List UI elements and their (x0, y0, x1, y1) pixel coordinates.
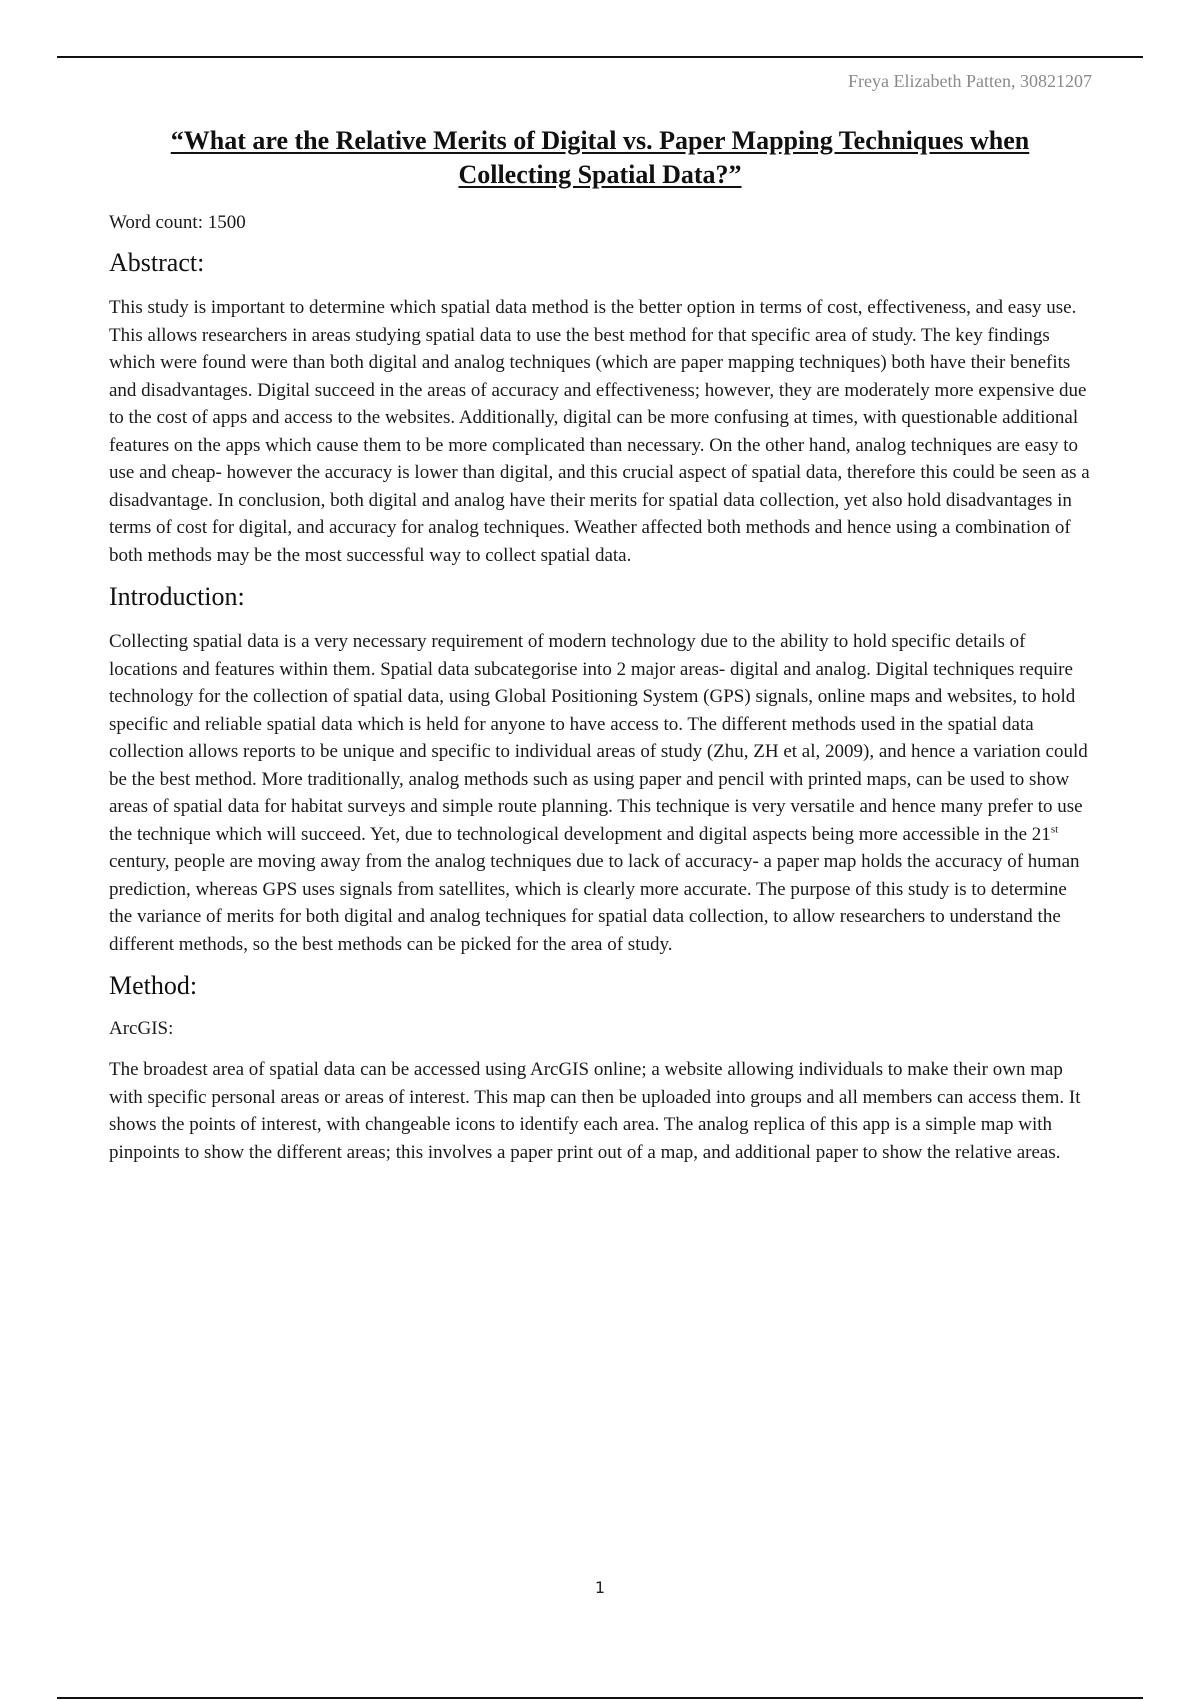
introduction-heading: Introduction: (109, 582, 245, 611)
method-heading: Method: (109, 971, 198, 1000)
title-line-1: “What are the Relative Merits of Digital vs. Paper Mapping Techniques when (170, 126, 1030, 155)
page-number: 1 (594, 1578, 606, 1597)
arcgis-subheading: ArcGIS: (109, 1018, 174, 1039)
page-content (109, 124, 1091, 1178)
introduction-text-part-1: Collecting spatial data is a very necessary requirement of modern technology due to the ability to hold specific details of locations and features within them. Spatial data subcategorise into 2 major areas- digital and analog. Digital techniques require technology for the collection of spatial data, using Global Positioning System (GPS) signals, online maps and websites, to hold specific and reliable spatial data which is held for anyone to have access to. The different methods used in the spatial data collection allows reports to be unique and specific to individual areas of study (Zhu, ZH et al, 2009), and hence a variation could be the best method. More traditionally, analog methods such as using paper and pencil with printed maps, can be used to show areas of spatial data for habitat surveys and simple route planning. This technique is very versatile and hence many prefer to use the technique which will succeed. Yet, due to technological development and digital aspects being more accessible in the 21 (109, 631, 1088, 845)
abstract-paragraph: This study is important to determine which spatial data method is the better option in terms of cost, effectiveness, and easy use. This allows researchers in areas studying spatial data to use the best method for that specific area of study. The key findings which were found were than both digital and analog techniques (which are paper mapping techniques) both have their benefits and disadvantages. Digital succeed in the areas of accuracy and effectiveness; however, they are moderately more expensive due to the cost of apps and access to the websites. Additionally, digital can be more confusing at times, with questionable additional features on the apps which cause them to be more complicated than necessary. On the other hand, analog techniques are easy to use and cheap- however the accuracy is lower than digital, and this crucial aspect of spatial data, therefore this could be seen as a disadvantage. In conclusion, both digital and analog have their merits for spatial data collection, yet also hold disadvantages in terms of cost for digital, and accuracy for analog techniques. Weather affected both methods and hence using a combination of both methods may be the most successful way to collect spatial data. (109, 297, 1090, 566)
document-title (109, 124, 1091, 192)
method-paragraph: The broadest area of spatial data can be accessed using ArcGIS online; a website allowing individuals to make their own map with specific personal areas or areas of interest. This map can then be uploaded into groups and all members can access them. It shows the points of interest, with changeable icons to identify each area. The analog replica of this app is a simple map with pinpoints to show the different areas; this involves a paper print out of a map, and additional paper to show the relative areas. (109, 1059, 1081, 1163)
word-count: Word count: 1500 (109, 212, 246, 233)
author-header: Freya Elizabeth Patten, 30821207 (848, 71, 1092, 91)
introduction-paragraph (109, 628, 1091, 958)
bottom-rule (57, 1697, 1143, 1699)
top-rule (57, 56, 1143, 58)
ordinal-superscript: st (1050, 823, 1059, 836)
title-line-2: Collecting Spatial Data?” (458, 160, 742, 189)
introduction-text-part-2: century, people are moving away from the analog techniques due to lack of accuracy- a paper map holds the accuracy of human prediction, whereas GPS uses signals from satellites, which is clearly more accurate. The purpose of this study is to determine the variance of merits for both digital and analog techniques for spatial data collection, to allow researchers to understand the different methods, so the best methods can be picked for the area of study. (109, 851, 1080, 955)
abstract-heading: Abstract: (109, 248, 205, 277)
